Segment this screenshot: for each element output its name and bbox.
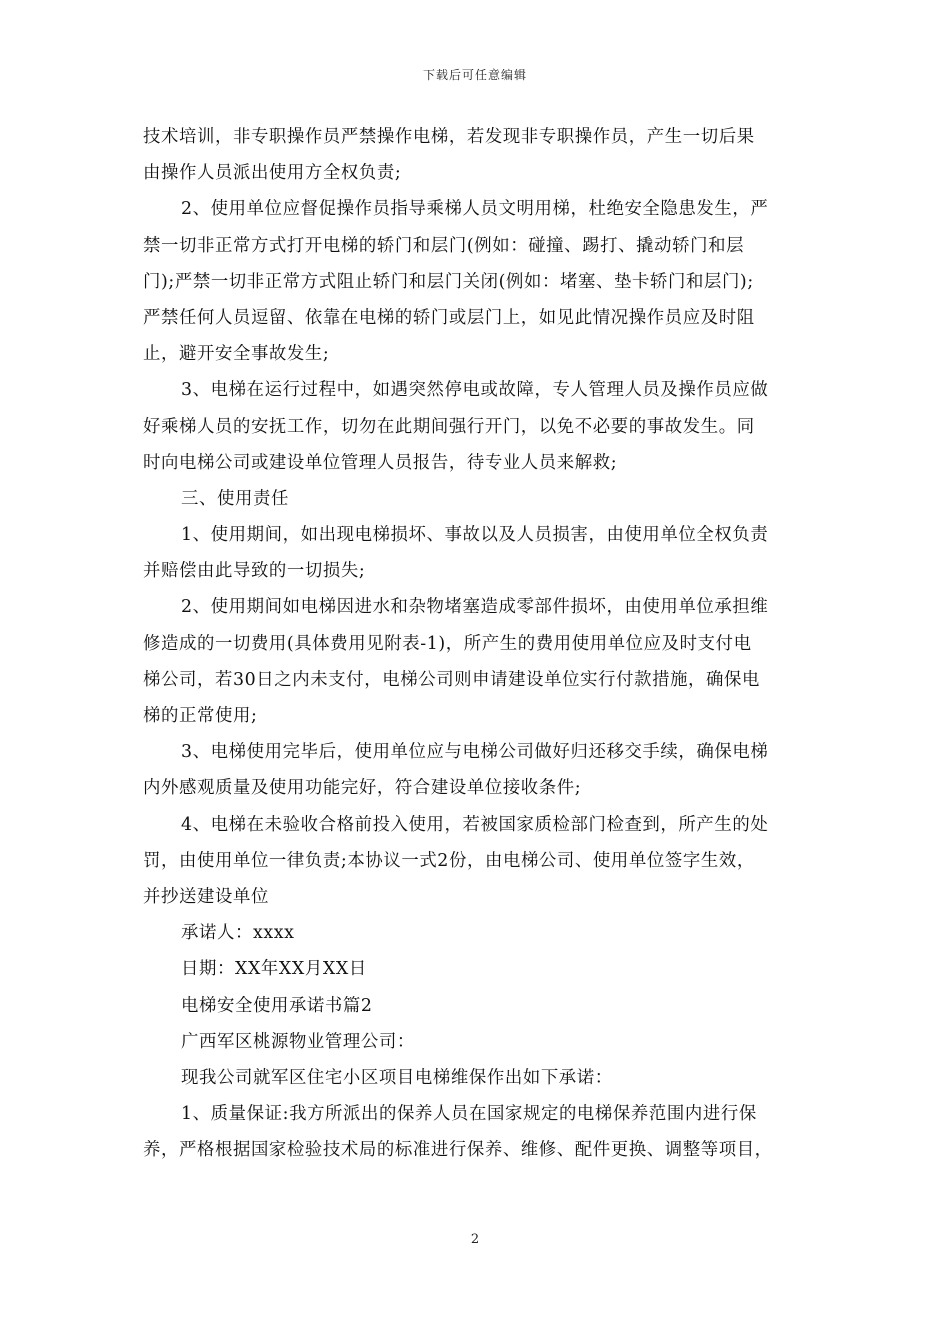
text-line: 1、质量保证:我方所派出的保养人员在国家规定的电梯保养范围内进行保	[181, 1104, 757, 1125]
text-line: 梯公司，若30日之内未支付，电梯公司则申请建设单位实行付款措施，确保电	[143, 669, 761, 690]
text-line: 电梯安全使用承诺书篇2	[181, 995, 373, 1016]
text-line: 时向电梯公司或建设单位管理人员报告，待专业人员来解救;	[143, 452, 618, 473]
text-line: 1、使用期间，如出现电梯损坏、事故以及人员损害，由使用单位全权负责	[181, 525, 769, 546]
text-line: 由操作人员派出使用方全权负责;	[143, 163, 402, 184]
text-line: 4、电梯在未验收合格前投入使用，若被国家质检部门检查到，所产生的处	[181, 814, 769, 835]
document-body	[143, 119, 815, 1168]
text-line: 养，严格根据国家检验技术局的标准进行保养、维修、配件更换、调整等项目，	[143, 1140, 773, 1161]
text-line: 2、使用单位应督促操作员指导乘梯人员文明用梯，杜绝安全隐患发生，严	[181, 199, 769, 220]
text-line: 2、使用期间如电梯因进水和杂物堵塞造成零部件损坏，由使用单位承担维	[181, 597, 769, 618]
text-line: 日期：XX年XX月XX日	[181, 959, 367, 980]
text-line: 止，避开安全事故发生;	[143, 344, 330, 365]
page-header: 下载后可任意编辑	[422, 68, 527, 82]
text-line: 修造成的一切费用(具体费用见附表-1)，所产生的费用使用单位应及时支付电	[143, 633, 752, 654]
text-line: 内外感观质量及使用功能完好，符合建设单位接收条件;	[143, 778, 582, 799]
text-line: 3、电梯使用完毕后，使用单位应与电梯公司做好归还移交手续，确保电梯	[181, 742, 769, 763]
text-line: 罚，由使用单位一律负责;本协议一式2份，由电梯公司、使用单位签字生效，	[143, 850, 755, 871]
page-number: 2	[470, 1232, 480, 1247]
text-line: 广西军区桃源物业管理公司：	[181, 1031, 415, 1052]
text-line: 三、使用责任	[181, 488, 289, 509]
text-line: 禁一切非正常方式打开电梯的轿门和层门(例如：碰撞、踢打、撬动轿门和层	[143, 235, 745, 256]
text-line: 严禁任何人员逗留、依靠在电梯的轿门或层门上，如见此情况操作员应及时阻	[143, 307, 755, 328]
text-line: 承诺人：xxxx	[181, 923, 295, 944]
text-line: 梯的正常使用;	[143, 706, 258, 726]
text-line: 并赔偿由此导致的一切损失;	[143, 561, 366, 582]
text-line: 技术培训，非专职操作员严禁操作电梯，若发现非专职操作员，产生一切后果	[143, 127, 755, 147]
text-line: 门);严禁一切非正常方式阻止轿门和层门关闭(例如：堵塞、垫卡轿门和层门);	[143, 271, 754, 292]
text-line: 并抄送建设单位	[143, 886, 269, 907]
text-line: 好乘梯人员的安抚工作，切勿在此期间强行开门，以免不必要的事故发生。同	[143, 416, 755, 437]
text-line: 3、电梯在运行过程中，如遇突然停电或故障，专人管理人员及操作员应做	[181, 380, 769, 401]
text-line: 现我公司就军区住宅小区项目电梯维保作出如下承诺：	[181, 1067, 613, 1088]
